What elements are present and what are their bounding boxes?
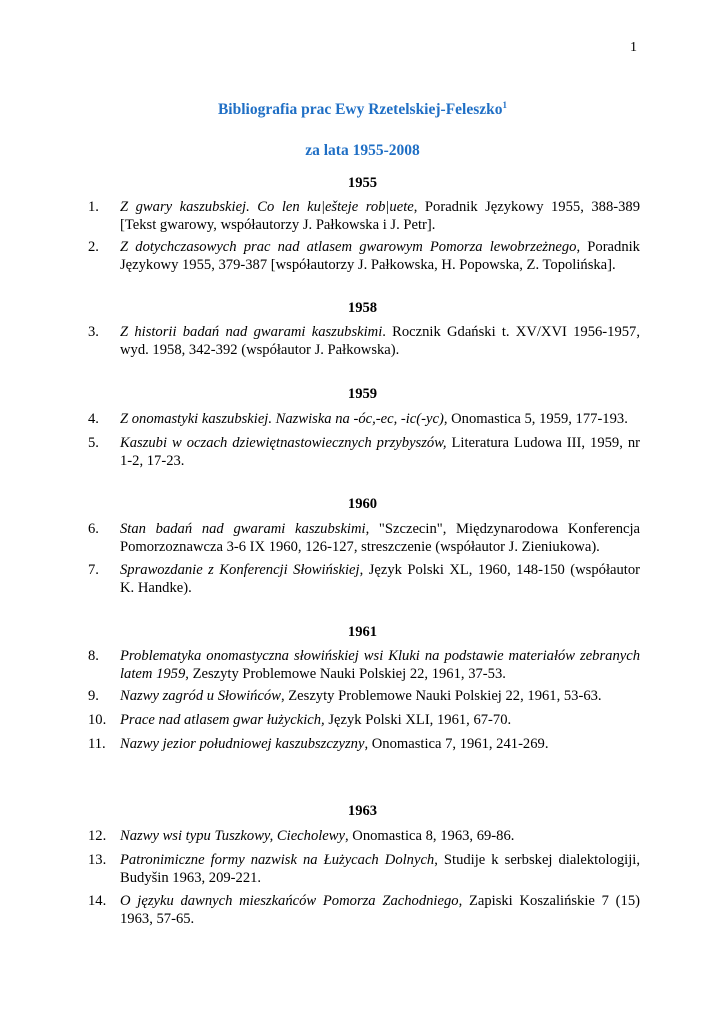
entry-details: , Onomastica 5, 1959, 177-193.: [443, 411, 628, 427]
entry-text: [120, 827, 640, 845]
entry-number: 7.: [88, 562, 99, 578]
entry-text: [120, 434, 640, 470]
entry-details: , Onomastica 7, 1961, 241-269.: [364, 736, 549, 752]
entry-title: Stan badań nad gwarami kaszubskimi: [120, 521, 366, 537]
entry-details: , Zapiski Koszalińskie 7 (15) 1963, 57-65.: [120, 893, 640, 927]
entry-title: Sprawozdanie z Konferencji Słowińskiej: [120, 562, 360, 578]
entry-title: Problematyka onomastyczna słowińskiej wsi Kluki na podstawie materiałów zebranych latem 1959: [120, 648, 640, 682]
entry-number: 8.: [88, 648, 99, 664]
entry-text: [120, 198, 640, 234]
entry-title: Kaszubi w oczach dziewiętnastowiecznych przybyszów,: [120, 435, 447, 451]
entry-text: [120, 520, 640, 556]
entry-number: 9.: [88, 688, 99, 704]
year-heading: 1960: [347, 496, 378, 512]
entry-title: Nazwy wsi typu Tuszkowy, Ciecholewy: [120, 828, 345, 844]
document-title: [0, 101, 725, 119]
entry-text: [120, 561, 640, 597]
entry-details: , "Szczecin", Międzynarodowa Konferencja Pomorzoznawcza 3-6 IX 1960, 126-127, streszczenie (współautor J. Zieniukowa).: [120, 521, 640, 555]
year-heading: 1958: [347, 300, 378, 316]
entry-number: 4.: [88, 411, 99, 427]
entry-title: Nazwy zagród u Słowińców: [120, 688, 281, 704]
entry-text: [120, 687, 640, 705]
entry-text: [120, 892, 640, 928]
entry-number: 5.: [88, 435, 99, 451]
title-text: Bibliografia prac Ewy Rzetelskiej-Feleszko: [217, 101, 503, 118]
entry-text: [120, 851, 640, 887]
entry-number: 3.: [88, 324, 99, 340]
entry-title: Patronimiczne formy nazwisk na Łużycach Dolnych: [120, 852, 435, 868]
entry-number: 1.: [88, 199, 99, 215]
entry-text: [120, 323, 640, 359]
year-heading: 1955: [347, 175, 378, 191]
entry-number: 12.: [88, 828, 107, 844]
entry-number: 13.: [88, 852, 107, 868]
entry-number: 2.: [88, 239, 99, 255]
entry-details: . Rocznik Gdański t. XV/XVI 1956-1957, wyd. 1958, 342-392 (współautor J. Pałkowska).: [120, 324, 640, 358]
entry-number: 11.: [88, 736, 106, 752]
entry-text: [120, 647, 640, 683]
entry-text: [120, 410, 640, 428]
entry-details: , Poradnik Językowy 1955, 379-387 [współautorzy J. Pałkowska, H. Popowska, Z. Topolińska].: [120, 239, 640, 273]
entry-title: Z onomastyki kaszubskiej. Nazwiska na -óc,-ec, -ic(-yc): [120, 411, 444, 427]
entry-details: , Studije k serbskej dialektologiji, Budyšin 1963, 209-221.: [120, 852, 640, 886]
entry-details: , Język Polski XL, 1960, 148-150 (współautor K. Handke).: [120, 562, 640, 596]
entry-text: [120, 735, 640, 753]
year-heading: 1959: [347, 386, 378, 402]
entry-text: [120, 711, 640, 729]
entry-title: O języku dawnych mieszkańców Pomorza Zachodniego: [120, 893, 459, 909]
year-heading: 1963: [347, 803, 378, 819]
entry-title: Z gwary kaszubskiej. Co len ku|ešteje rob|uete: [120, 199, 414, 215]
entry-details: , Zeszyty Problemowe Nauki Polskiej 22, 1961, 37-53.: [185, 666, 506, 682]
entry-title: Prace nad atlasem gwar łużyckich,: [120, 712, 325, 728]
entry-text: [120, 238, 640, 274]
entry-title: Z dotychczasowych prac nad atlasem gwarowym Pomorza lewobrzeżnego: [120, 239, 577, 255]
entry-details: , Poradnik Językowy 1955, 388-389 [Tekst gwarowy, współautorzy J. Pałkowska i J. Petr].: [120, 199, 641, 233]
footnote-marker: 1: [502, 99, 508, 110]
entry-number: 10.: [88, 712, 107, 728]
entry-details: Literatura Ludowa III, 1959, nr 1-2, 17-23.: [120, 435, 640, 469]
entry-number: 6.: [88, 521, 99, 537]
entry-number: 14.: [88, 893, 107, 909]
entry-details: , Onomastica 8, 1963, 69-86.: [344, 828, 515, 844]
year-heading: 1961: [347, 624, 378, 640]
entry-details: , Zeszyty Problemowe Nauki Polskiej 22, 1961, 53-63.: [280, 688, 602, 704]
entry-title: Nazwy jezior południowej kaszubszczyzny: [120, 736, 365, 752]
entry-details: Język Polski XLI, 1961, 67-70.: [324, 712, 512, 728]
document-subtitle: za lata 1955-2008: [305, 142, 420, 159]
page-number: 1: [630, 40, 637, 55]
entry-title: Z historii badań nad gwarami kaszubskimi: [120, 324, 383, 340]
